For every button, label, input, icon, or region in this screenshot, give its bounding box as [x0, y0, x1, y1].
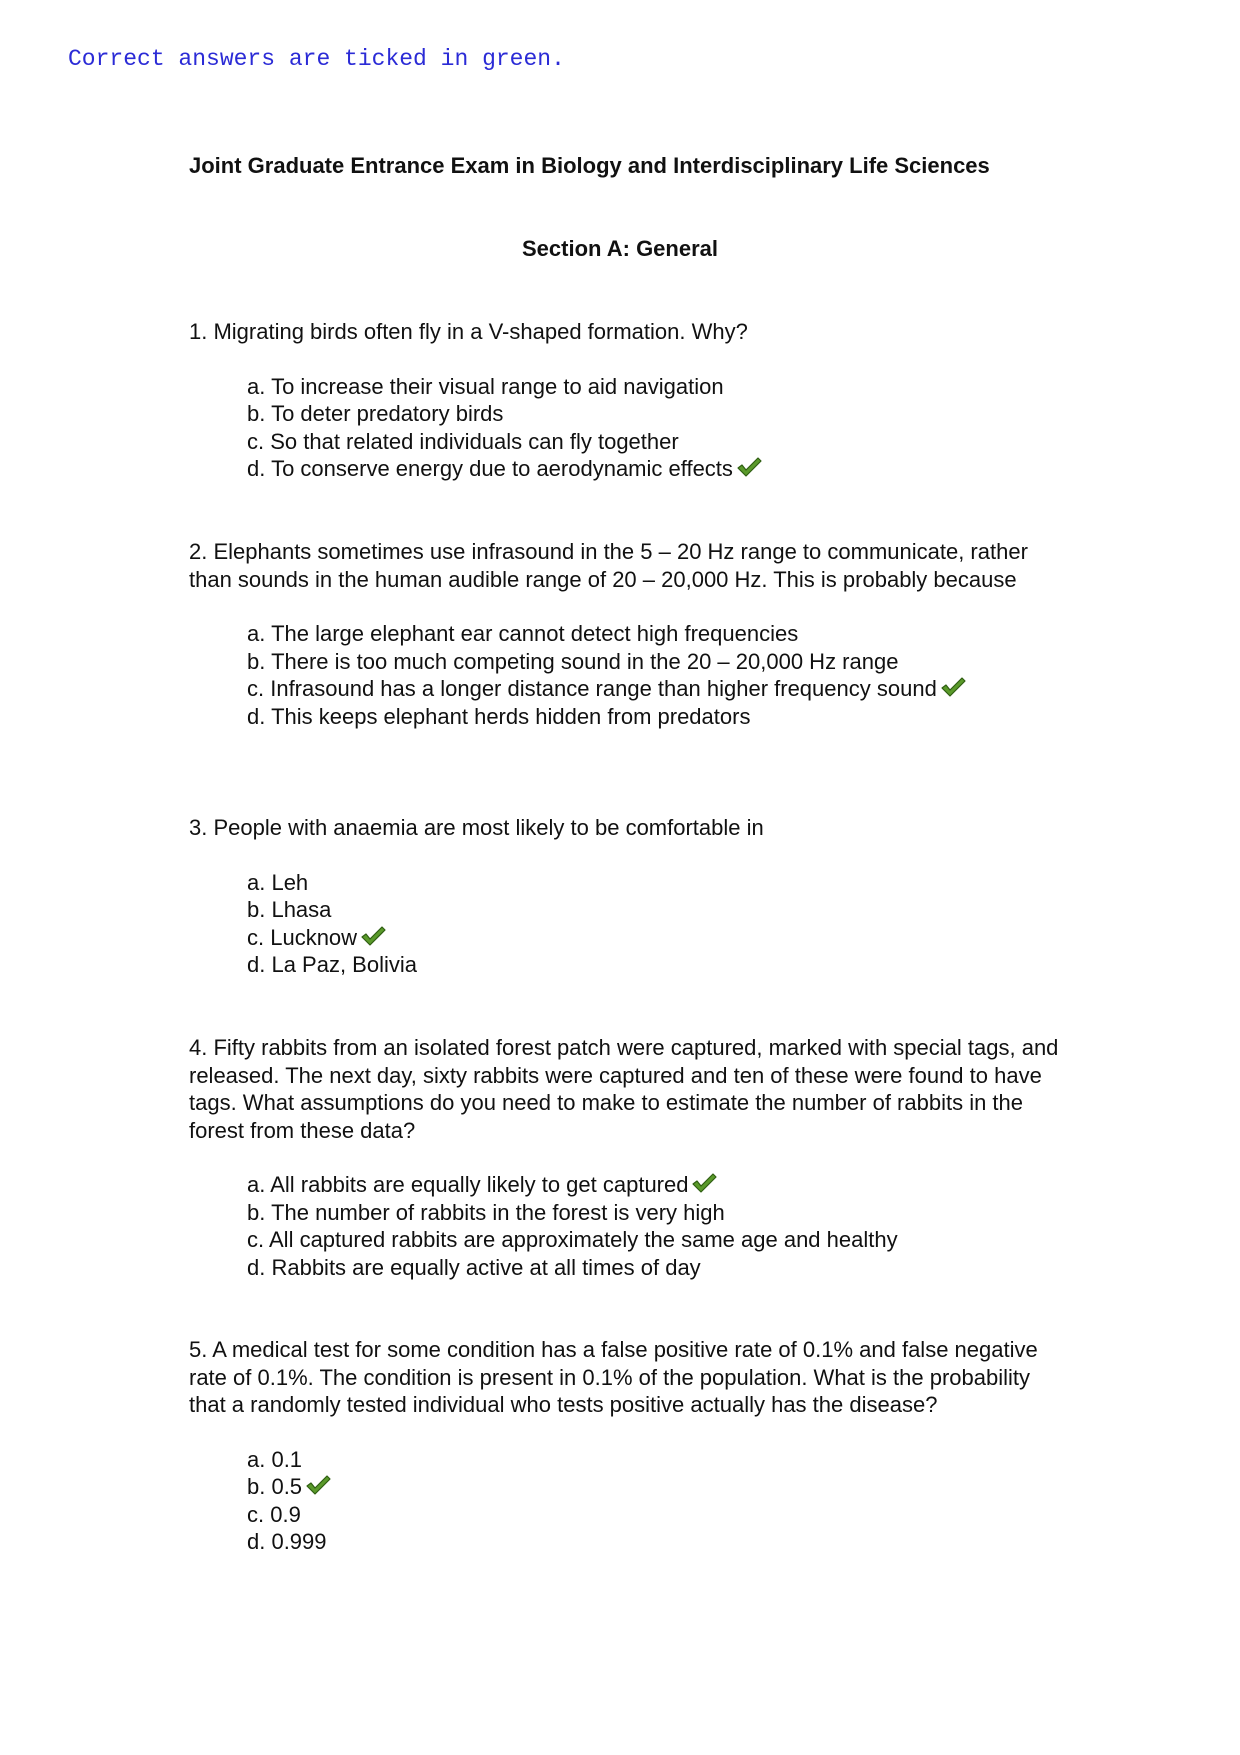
option-label: c. So that related individuals can fly together [247, 428, 679, 454]
option-list [247, 620, 1069, 730]
option-d [247, 951, 1069, 979]
question-text: 4. Fifty rabbits from an isolated forest patch were captured, marked with special tags, and released. The next day, sixty rabbits were captured and ten of these were found to have tags. What assumptions do you need to make to estimate the number of rabbits in the forest from these data? [189, 1035, 1059, 1143]
option-a [247, 1171, 1069, 1199]
option-label: b. There is too much competing sound in the 20 – 20,000 Hz range [247, 648, 899, 674]
option-d [247, 1528, 1069, 1556]
option-label: a. Leh [247, 869, 309, 895]
question-text: 1. Migrating birds often fly in a V-shaped formation. Why? [189, 319, 748, 344]
option-a [247, 373, 1069, 401]
option-label: d. La Paz, Bolivia [247, 952, 417, 977]
option-label: d. 0.999 [247, 1529, 327, 1554]
question-2 [189, 538, 1069, 730]
option-d [247, 703, 1069, 731]
question-5 [189, 1336, 1069, 1556]
option-list [247, 869, 1069, 979]
correct-check-icon [360, 925, 386, 947]
option-label: c. Infrasound has a longer distance range than higher frequency sound [247, 676, 937, 701]
option-label: b. The number of rabbits in the forest is very high [247, 1199, 725, 1225]
option-a [247, 620, 1069, 648]
option-label: c. Lucknow [247, 924, 358, 950]
option-list [247, 373, 1069, 483]
option-label: a. The large elephant ear cannot detect high frequencies [247, 621, 799, 646]
question-1 [189, 318, 1069, 483]
section-title: Section A: General [521, 236, 718, 261]
option-label: d. This keeps elephant herds hidden from predators [247, 703, 751, 729]
option-a [247, 869, 1069, 897]
option-list [247, 1446, 1069, 1556]
question-text: 3. People with anaemia are most likely to be comfortable in [189, 815, 764, 840]
option-label: d. To conserve energy due to aerodynamic effects [247, 456, 733, 481]
option-label: a. All rabbits are equally likely to get captured [247, 1172, 689, 1197]
option-label: b. 0.5 [247, 1474, 303, 1499]
answer-key-note: Correct answers are ticked in green. [68, 46, 565, 72]
option-list [247, 1171, 1069, 1281]
correct-check-icon [305, 1474, 331, 1496]
option-a [247, 1446, 1069, 1474]
option-d [247, 455, 1069, 483]
exam-title: Joint Graduate Entrance Exam in Biology and Interdisciplinary Life Sciences [189, 153, 990, 178]
question-4 [189, 1034, 1069, 1281]
option-c [247, 675, 1069, 703]
option-label: c. All captured rabbits are approximately the same age and healthy [247, 1227, 898, 1252]
option-b [247, 1473, 1069, 1501]
option-b [247, 648, 1069, 676]
option-label: b. To deter predatory birds [247, 401, 504, 426]
option-b [247, 896, 1069, 924]
option-c [247, 924, 1069, 952]
option-c [247, 1501, 1069, 1529]
option-c [247, 1226, 1069, 1254]
option-label: c. 0.9 [247, 1501, 301, 1527]
option-b [247, 400, 1069, 428]
option-d [247, 1254, 1069, 1282]
question-text: 2. Elephants sometimes use infrasound in the 5 – 20 Hz range to communicate, rather than sounds in the human audible range of 20 – 20,000 Hz. This is probably because [189, 539, 1028, 592]
option-label: a. To increase their visual range to aid navigation [247, 373, 724, 399]
option-c [247, 428, 1069, 456]
correct-check-icon [736, 456, 762, 478]
option-label: d. Rabbits are equally active at all times of day [247, 1254, 701, 1280]
option-b [247, 1199, 1069, 1227]
question-3 [189, 814, 1069, 979]
correct-check-icon [940, 676, 966, 698]
question-text: 5. A medical test for some condition has a false positive rate of 0.1% and false negative rate of 0.1%. The condition is present in 0.1% of the population. What is the probability that a randomly tested individual who tests positive actually has the disease? [189, 1337, 1038, 1417]
option-label: a. 0.1 [247, 1446, 303, 1472]
option-label: b. Lhasa [247, 897, 332, 922]
correct-check-icon [691, 1172, 717, 1194]
